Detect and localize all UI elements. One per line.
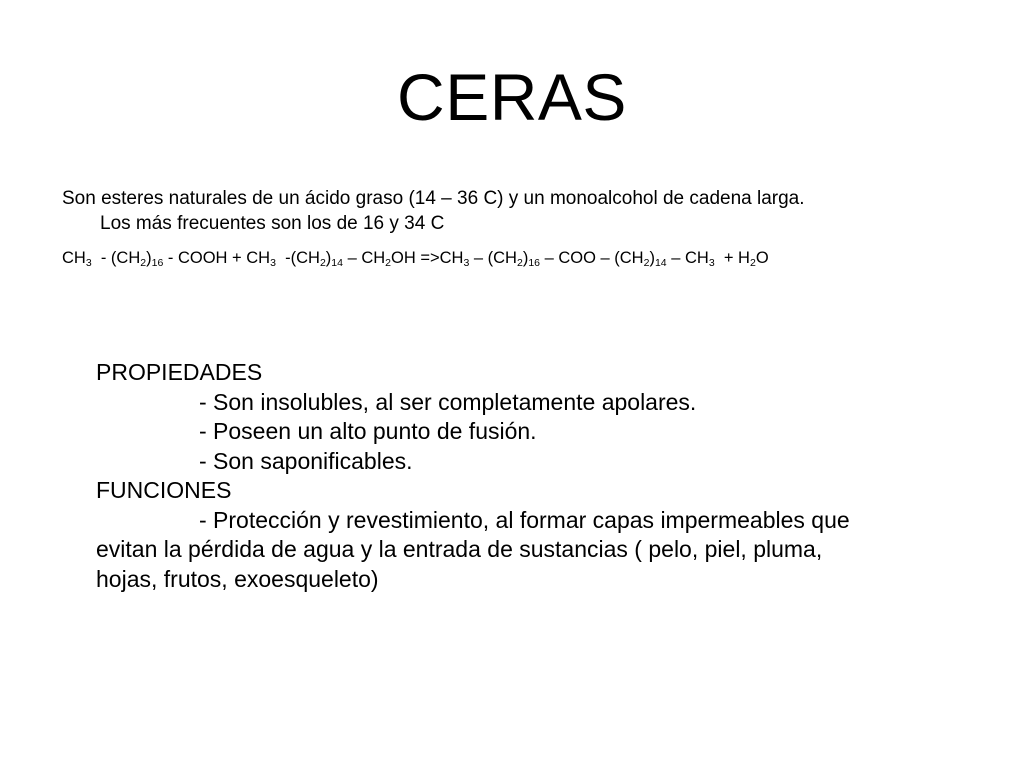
formula-text: OH =>CH	[391, 249, 464, 267]
formula-text: – (CH	[469, 249, 517, 267]
intro-line-1: Son esteres naturales de un ácido graso (14 – 36 C) y un monoalcohol de cadena larga.	[62, 188, 805, 209]
funciones-line-1: - Protección y revestimiento, al formar capas impermeables que	[199, 506, 850, 533]
formula-text: – CH	[666, 249, 709, 267]
formula-text: )	[649, 249, 655, 267]
funciones-line-3: hojas, frutos, exoesqueleto)	[96, 565, 379, 592]
formula-text: )	[325, 249, 332, 267]
formula-text: )	[522, 249, 529, 267]
formula-text: - COOH + CH	[163, 249, 271, 267]
propiedad-item: - Poseen un alto punto de fusión.	[199, 418, 537, 444]
formula-text: – CH	[342, 249, 386, 267]
formula-text: + H	[714, 249, 750, 267]
intro-text	[62, 186, 1002, 236]
properties-functions-section	[96, 358, 976, 594]
formula-subscript: 2	[140, 257, 147, 269]
formula-text: CH	[62, 249, 86, 267]
formula-text: O	[755, 249, 769, 267]
formula-subscript: 3	[85, 257, 92, 269]
formula-subscript: 14	[331, 257, 343, 269]
formula-subscript: 3	[708, 257, 715, 269]
formula-subscript: 2	[643, 257, 650, 269]
slide-title: CERAS	[397, 60, 627, 134]
formula-subscript: 2	[385, 257, 392, 269]
formula-subscript: 16	[151, 257, 164, 269]
formula-subscript: 3	[270, 257, 276, 269]
propiedad-item: - Son insolubles, al ser completamente apolares.	[199, 388, 697, 415]
formula-text: -(CH	[275, 249, 320, 267]
propiedad-item: - Son saponificables.	[199, 447, 413, 474]
formula-text: )	[146, 249, 152, 267]
formula-text: - (CH	[91, 249, 141, 267]
formula-text: – COO – (CH	[540, 249, 644, 267]
formula-subscript: 2	[516, 257, 523, 269]
formula-subscript: 3	[463, 257, 470, 269]
funciones-heading: FUNCIONES	[96, 477, 232, 503]
propiedades-heading: PROPIEDADES	[96, 359, 263, 385]
formula-subscript: 14	[654, 257, 667, 269]
formula-subscript: 16	[528, 257, 540, 269]
formula-subscript: 2	[749, 257, 756, 269]
chemical-formula	[62, 247, 1012, 269]
formula-subscript: 2	[319, 257, 326, 269]
funciones-line-2: evitan la pérdida de agua y la entrada de sustancias ( pelo, piel, pluma,	[96, 536, 823, 562]
intro-line-2: Los más frecuentes son los de 16 y 34 C	[100, 213, 445, 234]
